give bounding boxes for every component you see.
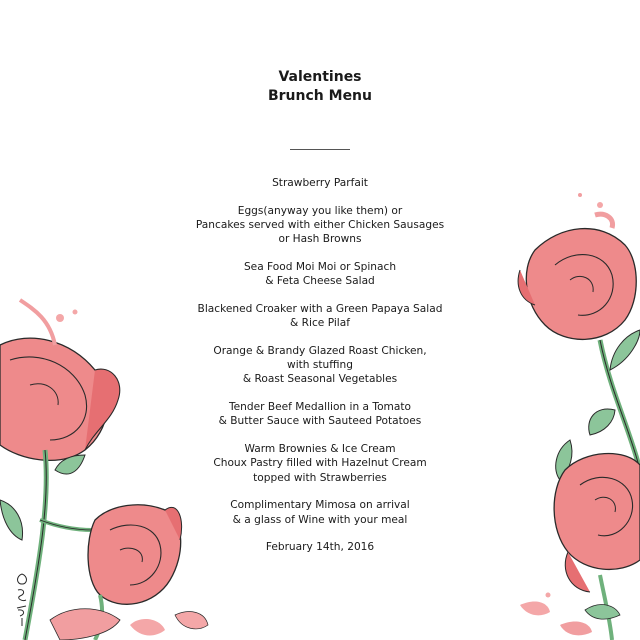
right-rose-bottom xyxy=(554,454,640,640)
menu-item xyxy=(120,260,520,288)
menu-item-line: Warm Brownies & Ice Cream xyxy=(244,443,396,456)
title-divider xyxy=(290,149,350,150)
left-rose-top xyxy=(0,300,120,460)
menu-item-line: Sea Food Moi Moi or Spinach xyxy=(243,261,397,273)
menu-item-line: Strawberry Parfait xyxy=(272,177,368,189)
menu-item xyxy=(120,204,520,247)
menu-title-line2: Brunch Menu xyxy=(267,88,372,104)
menu-item-line: or Hash Browns xyxy=(278,233,362,246)
menu-item-line: & Rice Pilaf xyxy=(290,317,350,330)
menu-item xyxy=(120,176,520,190)
menu-item-line: & a glass of Wine with your meal xyxy=(232,513,408,526)
menu-item-line: Orange & Brandy Glazed Roast Chicken, xyxy=(213,345,427,357)
menu-item-line: & Roast Seasonal Vegetables xyxy=(242,373,398,386)
bottom-petals xyxy=(50,601,592,640)
menu-item-line: topped with Strawberries xyxy=(253,471,387,484)
menu-item xyxy=(120,442,520,485)
menu-item-line: Complimentary Mimosa on arrival xyxy=(230,499,410,512)
event-date: February 14th, 2016 xyxy=(265,541,375,554)
menu-item-line: Tender Beef Medallion in a Tomato xyxy=(228,401,412,414)
menu-title-line1: Valentines xyxy=(278,69,362,85)
menu-item xyxy=(120,498,520,526)
right-rose-top xyxy=(518,214,636,339)
menu-items xyxy=(120,176,520,527)
menu-item-line: & Feta Cheese Salad xyxy=(265,275,375,288)
menu-item xyxy=(120,400,520,428)
menu-item xyxy=(120,344,520,387)
menu-item-line: Eggs(anyway you like them) or xyxy=(237,204,403,217)
menu-content xyxy=(120,68,520,555)
artist-signature xyxy=(14,572,30,628)
menu-item-line: & Butter Sauce with Sauteed Potatoes xyxy=(218,415,422,428)
menu-item-line: Pancakes served with either Chicken Sausages xyxy=(195,219,445,231)
menu-item-line: Choux Pastry filled with Hazelnut Cream xyxy=(213,457,427,470)
menu-item xyxy=(120,302,520,330)
menu-item-line: with stuffing xyxy=(287,359,353,372)
menu-item-line: Blackened Croaker with a Green Papaya Salad xyxy=(197,303,443,315)
